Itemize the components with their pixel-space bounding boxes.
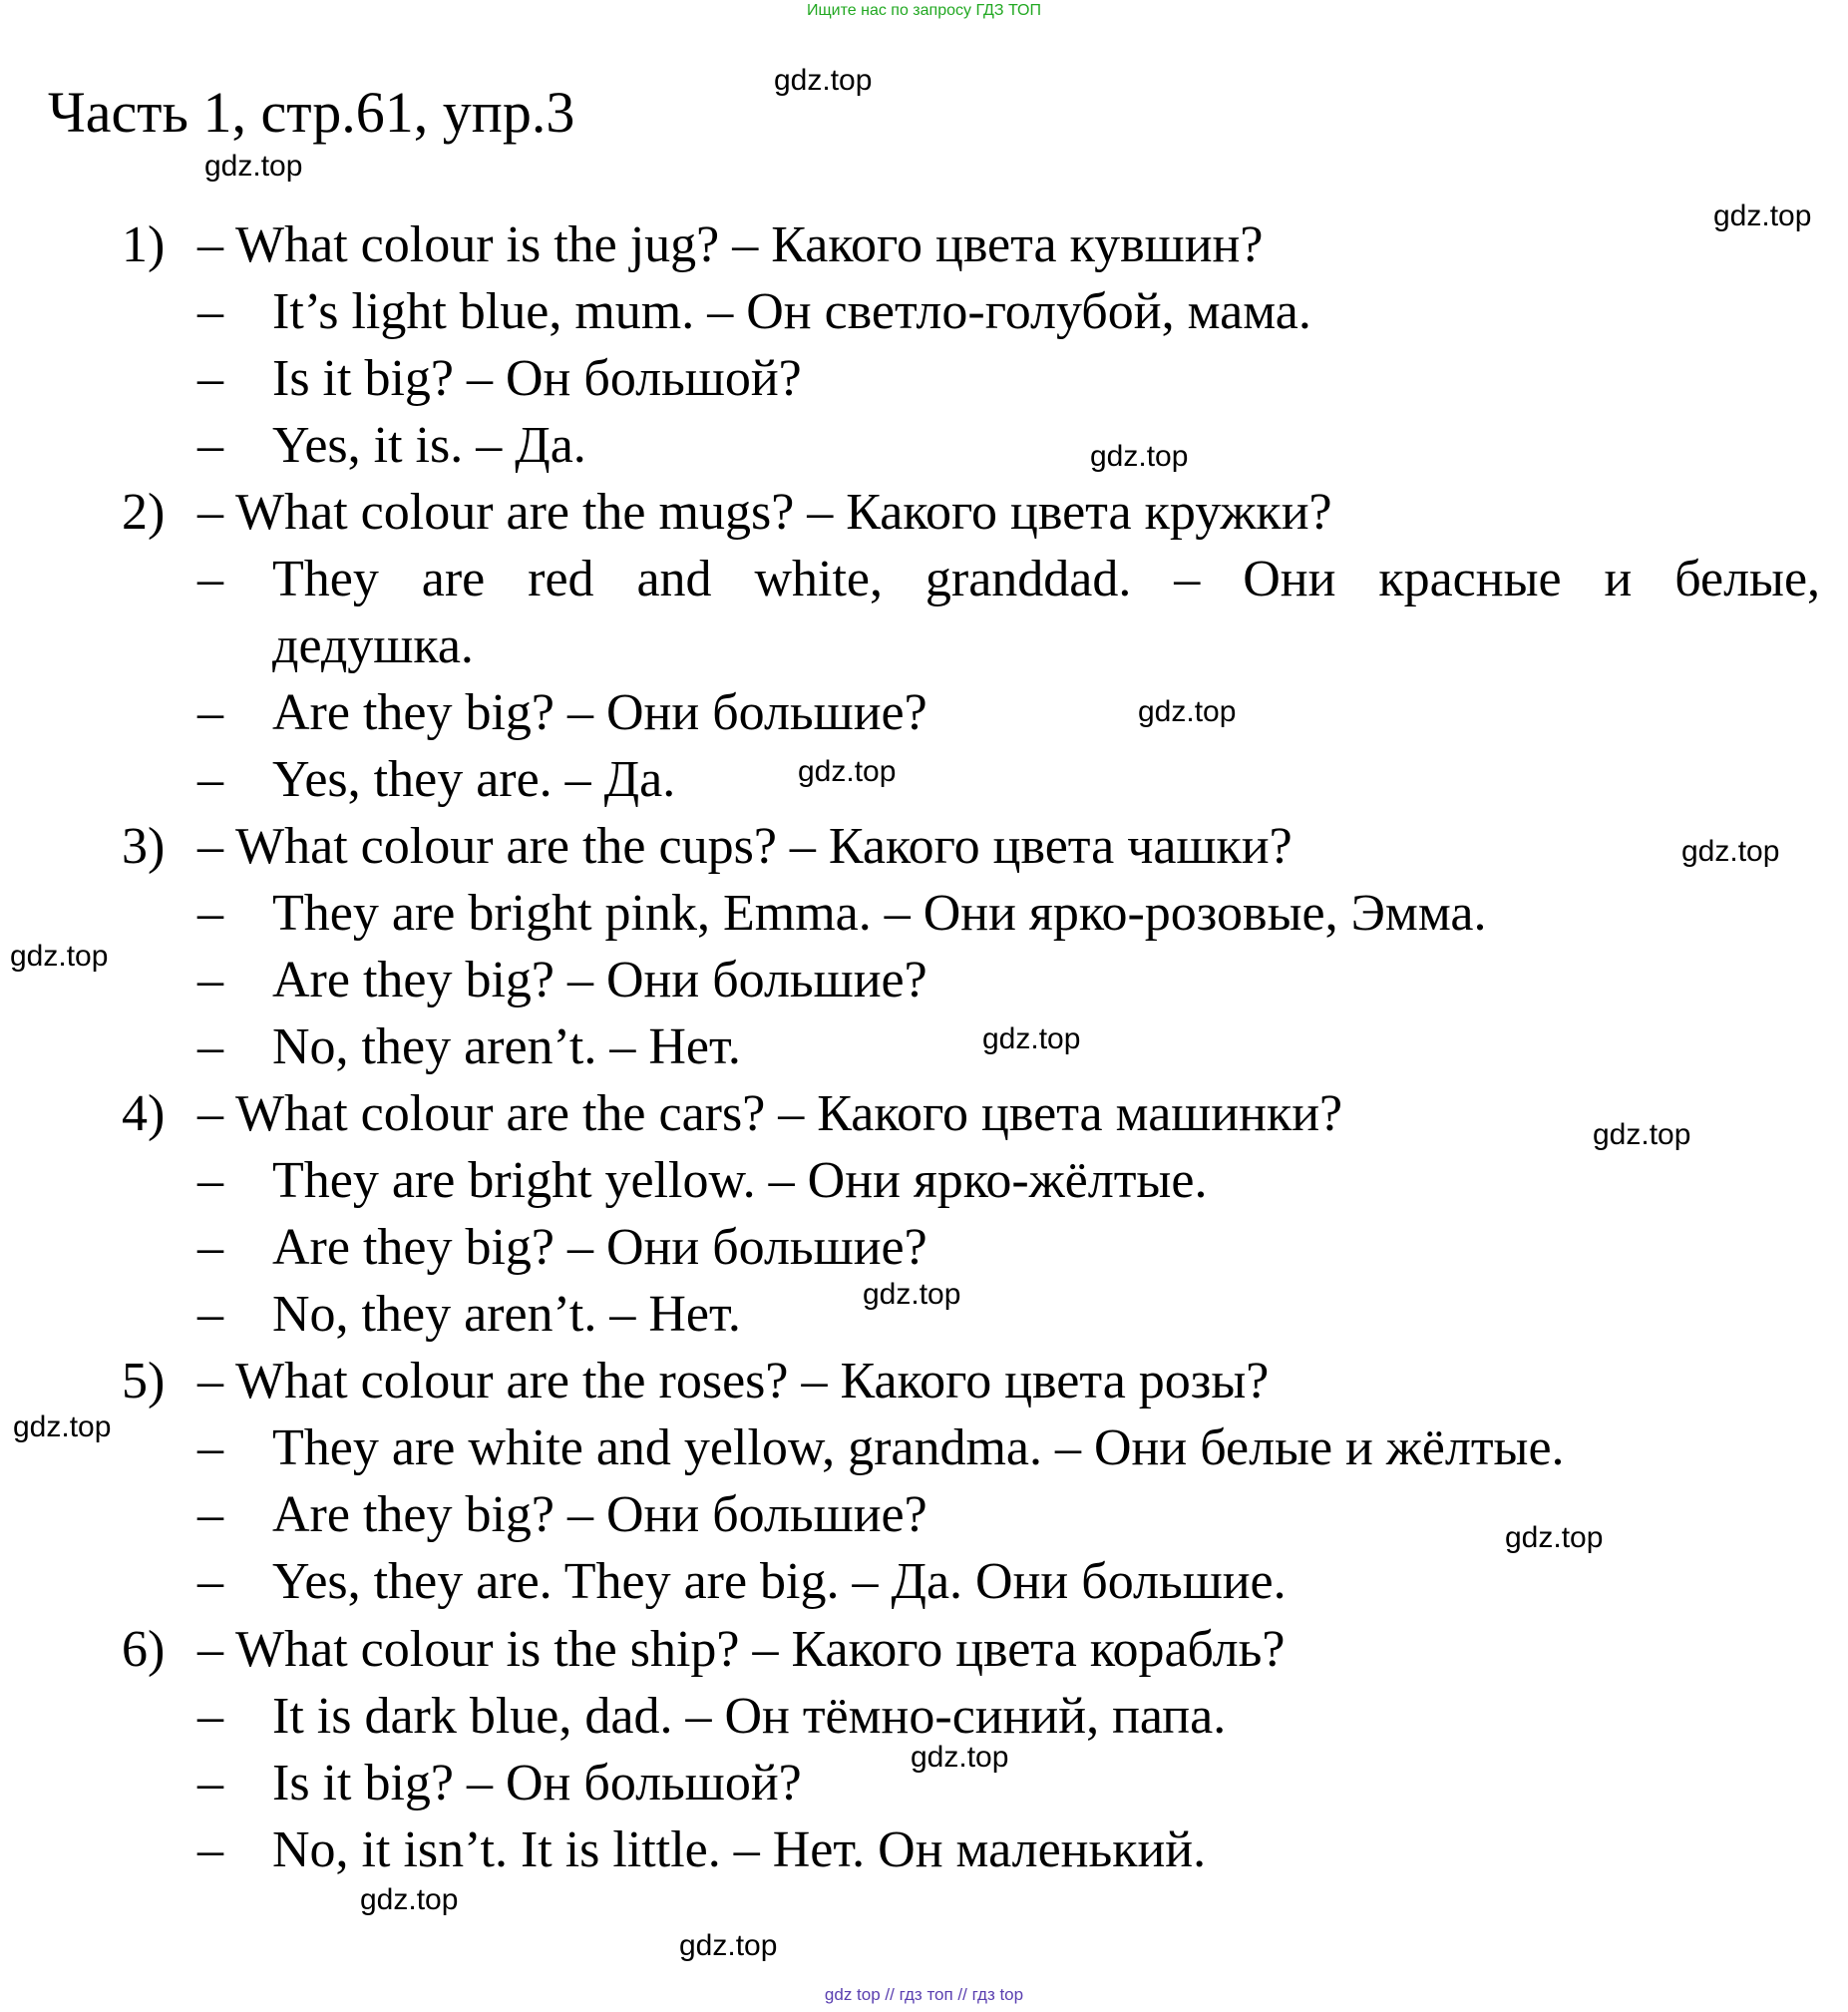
watermark: gdz.top [863, 1278, 961, 1311]
question-line: – What colour are the roses? – Какого цвета розы? [197, 1353, 1270, 1409]
dash: – [197, 684, 223, 741]
answer-line: No, it isn’t. It is little. – Нет. Он маленький. [272, 1821, 1207, 1878]
dash: – [197, 1688, 223, 1745]
watermark: gdz.top [911, 1741, 1009, 1774]
dash: – [197, 1219, 223, 1276]
dash: – [197, 551, 223, 607]
dash: – [197, 952, 223, 1008]
exercise-3 [0, 813, 1848, 1080]
watermark: gdz.top [982, 1022, 1081, 1055]
exercise-number: 5) [122, 1353, 166, 1409]
dash: – [197, 1755, 223, 1811]
exercise-number: 4) [122, 1085, 166, 1142]
answer-line: Are they big? – Они большие? [272, 952, 927, 1008]
dash: – [197, 1821, 223, 1878]
exercise-number: 2) [122, 484, 166, 541]
answer-line: Is it big? – Он большой? [272, 350, 802, 407]
exercise-2 [0, 479, 1848, 813]
dash: – [197, 283, 223, 340]
dash: – [197, 1486, 223, 1543]
watermark: gdz.top [1713, 200, 1812, 232]
watermark: gdz.top [1505, 1521, 1604, 1554]
exercise-1 [0, 211, 1848, 479]
answer-line: They are bright yellow. – Они ярко-жёлтые. [272, 1152, 1208, 1209]
bottom-banner: gdz top // гдз топ // гдз top [824, 1985, 1024, 2004]
dash: – [197, 1419, 223, 1476]
answer-line: No, they aren’t. – Нет. [272, 1018, 741, 1075]
dash: – [197, 1286, 223, 1343]
answer-line: Yes, they are. – Да. [272, 751, 676, 808]
answer-line: They are white and yellow, grandma. – Они белые и жёлтые. [272, 1419, 1565, 1476]
top-banner: Ищите нас по запросу ГДЗ ТОП [807, 2, 1041, 19]
question-line: – What colour are the mugs? – Какого цвета кружки? [197, 484, 1332, 541]
answer-line: Yes, it is. – Да. [272, 417, 586, 474]
watermark: gdz.top [10, 940, 109, 973]
answer-line: Are they big? – Они большие? [272, 1219, 927, 1276]
dash: – [197, 885, 223, 942]
answer-line-justified: They are red and white, granddad. – Они красные и белые, [272, 551, 1821, 607]
watermark: gdz.top [360, 1883, 459, 1916]
watermark: gdz.top [679, 1929, 778, 1962]
watermark: gdz.top [1681, 835, 1780, 868]
exercise-4 [0, 1080, 1848, 1348]
exercise-number: 6) [122, 1621, 166, 1678]
answer-line: Are they big? – Они большие? [272, 684, 927, 741]
question-line: – What colour is the ship? – Какого цвета корабль? [197, 1621, 1286, 1678]
exercise-number: 1) [122, 216, 166, 273]
answer-line: Are they big? – Они большие? [272, 1486, 927, 1543]
exercise-6 [0, 1616, 1848, 1883]
watermark: gdz.top [798, 755, 897, 788]
watermark: gdz.top [1138, 695, 1237, 728]
exercise-number: 3) [122, 818, 166, 875]
question-line: – What colour are the cups? – Какого цвета чашки? [197, 818, 1293, 875]
watermark: gdz.top [1090, 440, 1189, 473]
answer-line: It is dark blue, dad. – Он тёмно-синий, папа. [272, 1688, 1227, 1745]
answer-line: Is it big? – Он большой? [272, 1755, 802, 1811]
dash: – [197, 1018, 223, 1075]
dash: – [197, 1553, 223, 1610]
exercise-5 [0, 1348, 1848, 1615]
watermark: gdz.top [13, 1410, 112, 1443]
answer-line: It’s light blue, mum. – Он светло-голубой, мама. [272, 283, 1311, 340]
answer-line-continued: дедушка. [272, 617, 474, 674]
answer-line: Yes, they are. They are big. – Да. Они большие. [272, 1553, 1287, 1610]
dash: – [197, 751, 223, 808]
answer-line: They are bright pink, Emma. – Они ярко-розовые, Эмма. [272, 885, 1487, 942]
watermark: gdz.top [204, 150, 303, 183]
dash: – [197, 417, 223, 474]
watermark: gdz.top [1593, 1118, 1691, 1151]
answer-line: No, they aren’t. – Нет. [272, 1286, 741, 1343]
dash: – [197, 1152, 223, 1209]
page-title: Часть 1, стр.61, упр.3 [48, 80, 575, 145]
watermark: gdz.top [774, 64, 873, 97]
question-line: – What colour is the jug? – Какого цвета кувшин? [197, 216, 1264, 273]
question-line: – What colour are the cars? – Какого цвета машинки? [197, 1085, 1343, 1142]
dash: – [197, 350, 223, 407]
